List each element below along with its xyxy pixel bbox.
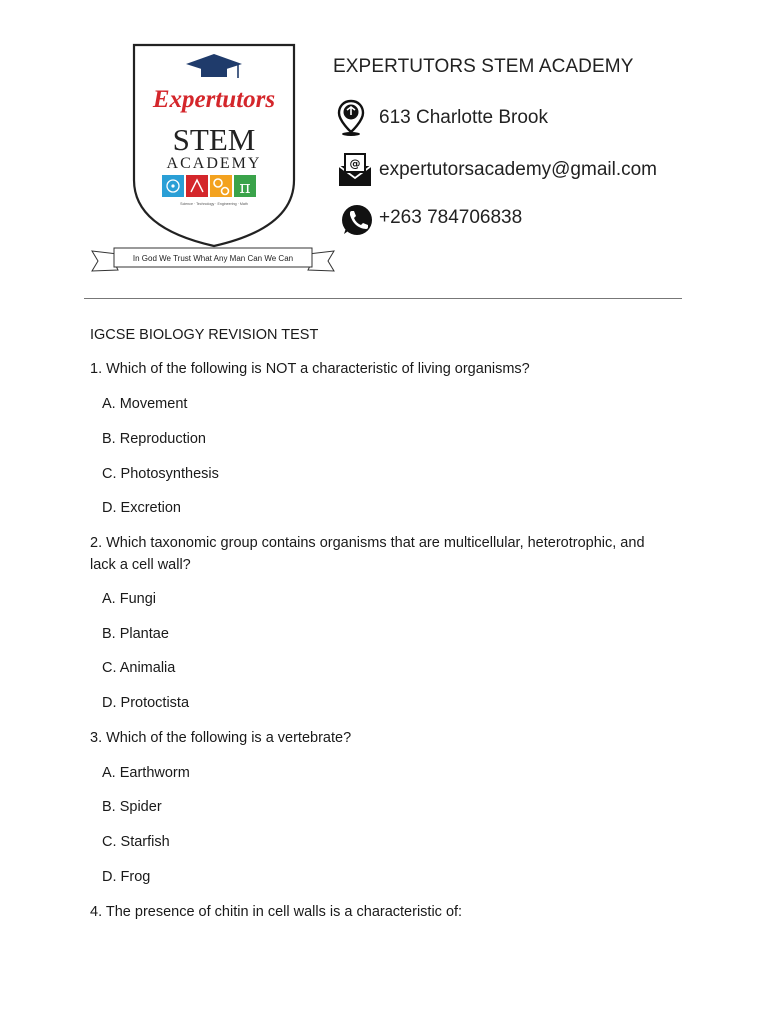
logo-wordmark: Expertutors xyxy=(152,86,276,113)
phone-row xyxy=(337,198,523,238)
test-title: IGCSE BIOLOGY REVISION TEST xyxy=(90,327,319,343)
address-text: 613 Charlotte Brook xyxy=(379,107,548,128)
q3-option-d: D. Frog xyxy=(102,869,151,885)
technology-tile xyxy=(186,175,208,197)
email-row xyxy=(337,150,658,190)
logo-title: STEM xyxy=(172,122,256,157)
logo-motto: In God We Trust What Any Man Can We Can xyxy=(132,254,294,263)
q1-option-c: C. Photosynthesis xyxy=(102,466,219,482)
q2-option-b: B. Plantae xyxy=(102,626,169,642)
header-divider xyxy=(84,298,682,299)
q2-option-c: C. Animalia xyxy=(102,660,176,676)
question-1: 1. Which of the following is NOT a characteristic of living organisms? xyxy=(90,361,530,377)
phone-text[interactable]: +263 784706838 xyxy=(379,207,523,228)
academy-logo xyxy=(88,40,338,280)
q3-option-c: C. Starfish xyxy=(102,834,170,850)
svg-text:π: π xyxy=(239,178,251,198)
q1-option-b: B. Reproduction xyxy=(102,431,206,447)
location-pin-icon xyxy=(337,98,375,138)
q3-option-b: B. Spider xyxy=(102,799,162,815)
q3-option-a: A. Earthworm xyxy=(102,765,190,781)
q2-option-d: D. Protoctista xyxy=(102,695,190,711)
organization-name: EXPERTUTORS STEM ACADEMY xyxy=(333,56,634,77)
svg-text:@: @ xyxy=(349,157,361,170)
question-2-line-2: lack a cell wall? xyxy=(90,557,191,573)
email-icon xyxy=(337,150,375,190)
q2-option-a: A. Fungi xyxy=(102,591,156,607)
q1-option-d: D. Excretion xyxy=(102,500,181,516)
q1-option-a: A. Movement xyxy=(102,396,188,412)
question-2-line-1: 2. Which taxonomic group contains organisms that are multicellular, heterotrophic, and xyxy=(90,535,645,551)
email-text[interactable]: expertutorsacademy@gmail.com xyxy=(379,159,658,180)
logo-tagline: Science · Technology · Engineering · Math xyxy=(180,202,248,206)
question-4: 4. The presence of chitin in cell walls is a characteristic of: xyxy=(90,904,463,920)
motto-ribbon xyxy=(92,248,334,271)
logo-subtitle: ACADEMY xyxy=(166,155,262,172)
address-row xyxy=(337,98,548,138)
whatsapp-phone-icon xyxy=(337,198,375,238)
question-3: 3. Which of the following is a vertebrate? xyxy=(90,730,352,746)
